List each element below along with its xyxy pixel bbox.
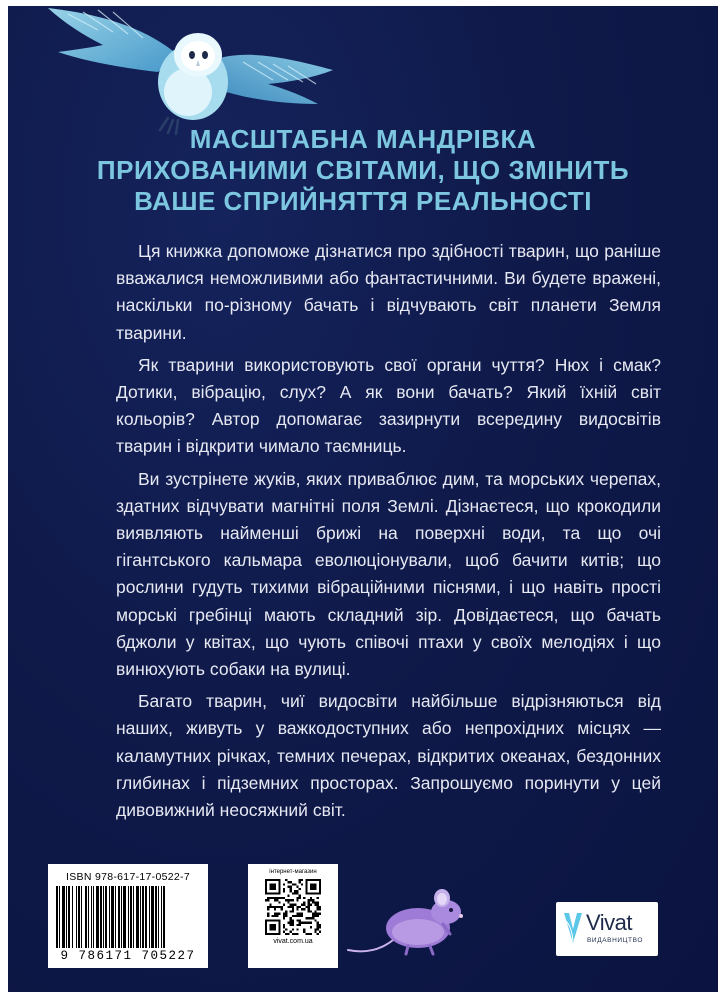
qr-top-label: інтернет-магазин bbox=[269, 869, 317, 875]
blurb-paragraph: Як тварини використовують свої органи чуття? Нюх і смак? Дотики, вібрацію, слух? А як вони бачать? Який їхній світ кольорів? Автор допомагає зазирнути всередину видосвітів тварин і відкрити чимало таємниць. bbox=[116, 354, 661, 457]
blurb-paragraph: Ви зустрінете жуків, яких приваблює дим, та морських черепах, здатних відчувати магнітні поля Землі. Дізнаєтеся, що крокодили виявляють найменші брижі на поверхні води, та що очі гігантського кальмара еволюціонували, щоб бачити китів; що рослини гудуть тихими вібраційними піснями, і що навіть прості морські гребінці мають складний зір. Довідаєтеся, що бачать бджоли у квітах, що чують співочі птахи у своїх мелодіях і що винюхують собаки на вулиці. bbox=[116, 468, 661, 680]
isbn-label: ISBN 978-617-17-0522-7 bbox=[66, 871, 190, 883]
qr-code-block bbox=[248, 864, 338, 968]
blurb-text bbox=[116, 238, 661, 829]
barcode-digits: 9 786171 705227 bbox=[60, 949, 196, 963]
headline-line-3: ВАШЕ СПРИЙНЯТТЯ РЕАЛЬНОСТІ bbox=[134, 186, 592, 216]
isbn-barcode bbox=[48, 864, 208, 968]
qr-bottom-label: vivat.com.ua bbox=[273, 938, 313, 945]
blurb-paragraph: Ця книжка допоможе дізнатися про здібності тварин, що раніше вважалися неможливими або фантастичними. Ви будете вражені, наскільки по-різному бачать і відчувають світ планети Земля тварини. bbox=[116, 241, 661, 343]
qr-code-icon bbox=[265, 879, 321, 935]
barcode-bars-icon bbox=[54, 886, 202, 948]
back-cover bbox=[8, 6, 718, 992]
vivat-v-icon bbox=[562, 911, 584, 945]
publisher-subtitle: ВИДАВНИЦТВО bbox=[587, 937, 644, 944]
mouse-illustration bbox=[338, 870, 478, 960]
publisher-name: Vivat bbox=[586, 910, 633, 935]
headline-line-2: ПРИХОВАНИМИ СВІТАМИ, ЩО ЗМІНИТЬ bbox=[96, 155, 630, 185]
headline-line-1: МАСШТАБНА МАНДРІВКА bbox=[189, 124, 537, 154]
publisher-logo bbox=[556, 902, 658, 956]
blurb-paragraph: Багато тварин, чиї видосвіти найбільше відрізняються від наших, живуть у важкодоступних або непрохідних місцях — каламутних річках, темних печерах, відкритих океанах, бездонних глибинах і підземних просторах. Запрошуємо поринути у цей дивовижний неосяжний світ. bbox=[116, 691, 661, 821]
headline bbox=[8, 124, 718, 217]
